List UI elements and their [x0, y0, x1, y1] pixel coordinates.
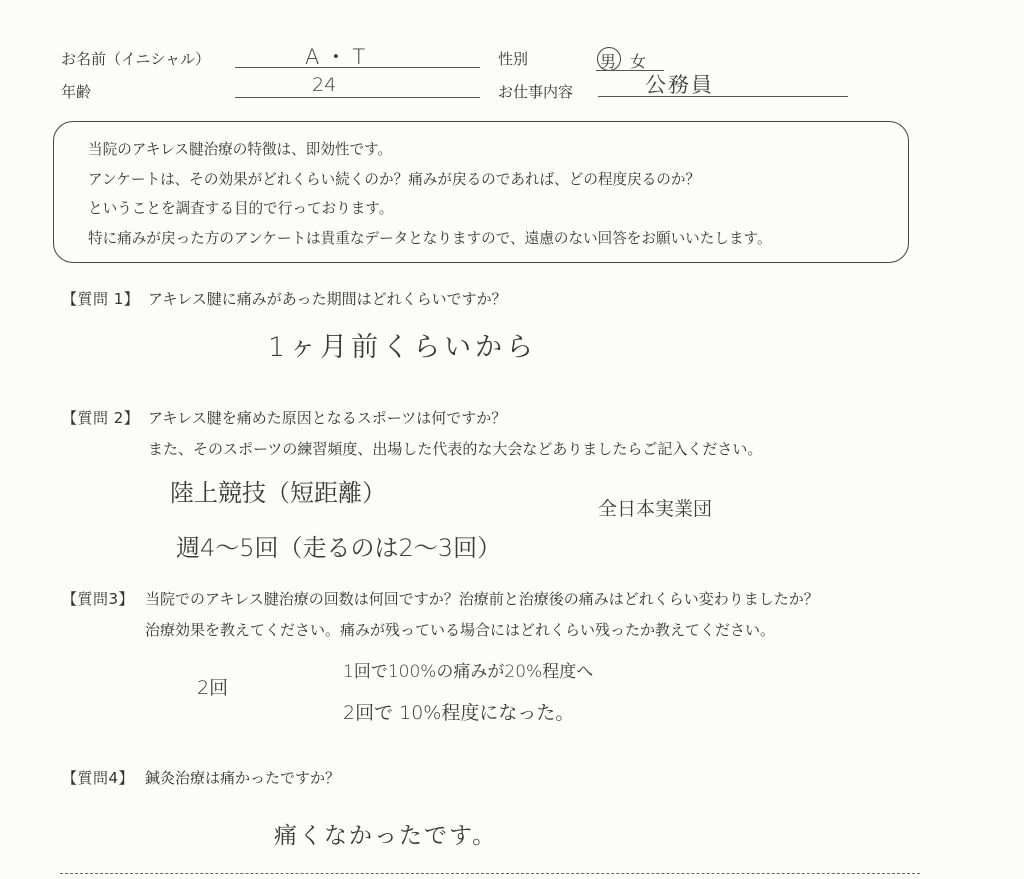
question-2-text: また、そのスポーツの練習頻度、出場した代表的な大会などありましたらご記入ください。: [148, 440, 763, 458]
question-3-answer-effect-2: 2回で 10%程度になった。: [343, 702, 575, 724]
name-label: お名前（イニシャル）: [61, 50, 211, 68]
question-3-tag: 【質問3】: [62, 590, 135, 608]
question-3-text: 当院でのアキレス腱治療の回数は何回ですか？治療前と治療後の痛みはどれくらい変わりましたか？: [145, 590, 819, 608]
notice-line: 当院のアキレス腱治療の特徴は、即効性です。: [88, 141, 393, 158]
question-2-answer-frequency: 週4〜5回（走るのは2〜3回）: [176, 534, 502, 562]
gender-male: 男: [600, 52, 617, 71]
name-underline: [235, 67, 480, 68]
job-underline: [598, 96, 848, 97]
question-1-text: アキレス腱に痛みがあった期間はどれくらいですか？: [148, 290, 507, 308]
question-4-tag: 【質問4】: [62, 769, 135, 787]
notice-box: [53, 121, 909, 263]
question-1-answer: 1ヶ月前くらいから: [268, 332, 538, 363]
notice-line: アンケートは、その効果がどれくらい続くのか？痛みが戻るのであれば、どの程度戻るのか？: [88, 171, 701, 188]
gender-label: 性別: [498, 50, 529, 68]
question-2-answer-competition: 全日本実業団: [598, 498, 713, 520]
question-2-answer-sport: 陸上競技（短距離）: [170, 479, 386, 507]
question-4-answer: 痛くなかったです。: [274, 823, 498, 849]
question-4-text: 鍼灸治療は痛かったですか？: [145, 769, 341, 787]
gender-female: 女: [630, 52, 647, 71]
name-value: A・T: [305, 45, 372, 69]
question-3-text: 治療効果を教えてください。痛みが残っている場合にはどれくらい残ったか教えてください。: [145, 621, 776, 639]
age-underline: [235, 97, 480, 98]
question-3-answer-count: 2回: [197, 677, 229, 699]
job-value: 公務員: [645, 73, 714, 97]
age-value: 24: [312, 74, 337, 96]
question-3-answer-effect-1: 1回で100%の痛みが20%程度へ: [343, 662, 594, 682]
question-1-tag: 【質問 1】: [62, 290, 140, 308]
notice-line: ということを調査する目的で行っております。: [88, 200, 394, 217]
age-label: 年齢: [61, 83, 92, 101]
question-2-text: アキレス腱を痛めた原因となるスポーツは何ですか？: [148, 409, 507, 427]
job-label: お仕事内容: [498, 83, 574, 101]
question-2-tag: 【質問 2】: [62, 409, 140, 427]
bottom-dashed-divider: [60, 873, 920, 874]
notice-line: 特に痛みが戻った方のアンケートは貴重なデータとなりますので、遠慮のない回答をお願いいたします。: [88, 230, 772, 247]
